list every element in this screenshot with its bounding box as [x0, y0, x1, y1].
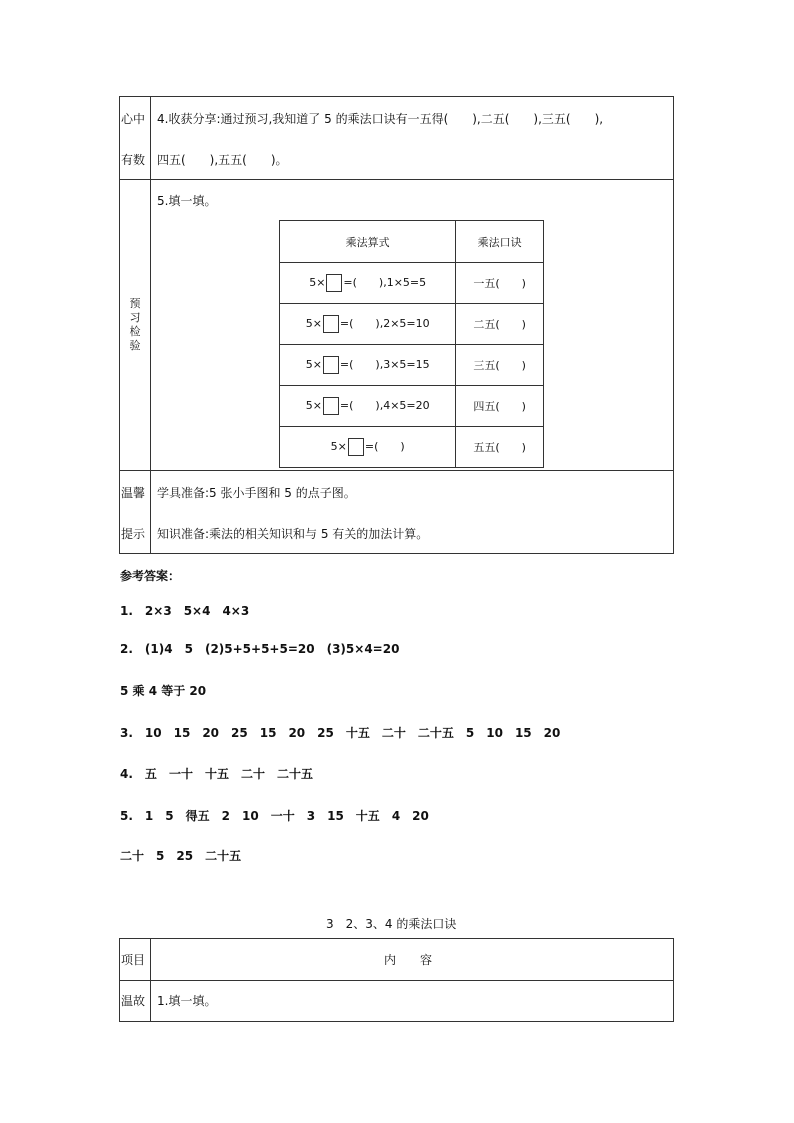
- table-row: 5× =( ),4×5=20 四五( ): [280, 386, 544, 427]
- header-expression: 乘法算式: [280, 221, 456, 263]
- section2-title: 3 2、3、4 的乘法口诀: [326, 917, 457, 931]
- answers-title: 参考答案：: [120, 569, 181, 583]
- blank-box[interactable]: [323, 397, 339, 415]
- row3-line1: 学具准备:5 张小手图和 5 的点子图。: [157, 486, 356, 500]
- row3-label-top: 温馨: [121, 486, 146, 500]
- row2-title: 5.填一填。: [157, 194, 217, 208]
- answer-line-6: 5. 1 5 得五 2 10 一十 3 15 十五 4 20: [120, 809, 429, 823]
- answer-line-4: 3. 10 15 20 25 15 20 25 十五 二十 二十五 5 10 15 20: [120, 726, 561, 740]
- answer-line-3: 5 乘 4 等于 20: [120, 684, 207, 698]
- table2-row-text: 1.填一填。: [157, 994, 217, 1008]
- header-rhyme: 乘法口诀: [456, 221, 544, 263]
- row1-line2: 四五( ),五五( )。: [157, 153, 288, 167]
- row1-label-top: 心中: [121, 112, 146, 126]
- blank-box[interactable]: [323, 315, 339, 333]
- table2-row-label: 温故: [121, 994, 146, 1008]
- table2-header-label: 项目: [121, 953, 146, 967]
- answer-line-7: 二十 5 25 二十五: [120, 849, 242, 863]
- blank-box[interactable]: [326, 274, 342, 292]
- table2-header-content: 内 容: [384, 953, 433, 967]
- row1-label-bottom: 有数: [121, 153, 146, 167]
- table-row: 5× =( ),2×5=10 二五( ): [280, 304, 544, 345]
- answer-line-5: 4. 五 一十 十五 二十 二十五: [120, 767, 313, 781]
- row2-label: 预 习 检 验: [129, 297, 141, 352]
- fill-in-table: [279, 220, 544, 468]
- answer-line-1: 1. 2×3 5×4 4×3: [120, 604, 250, 618]
- answer-line-2: 2. (1)4 5 (2)5+5+5+5=20 (3)5×4=20: [120, 642, 400, 656]
- blank-box[interactable]: [348, 438, 364, 456]
- row3-line2: 知识准备:乘法的相关知识和与 5 有关的加法计算。: [157, 527, 429, 541]
- table-row: 5× =( ) 五五( ): [280, 427, 544, 468]
- row3-label-bottom: 提示: [121, 527, 146, 541]
- row1-line1: 4.收获分享:通过预习,我知道了 5 的乘法口诀有一五得( ),二五( ),三五( ),: [157, 112, 604, 126]
- blank-box[interactable]: [323, 356, 339, 374]
- table-row: 5× =( ),1×5=5 一五( ): [280, 263, 544, 304]
- table-row: 5× =( ),3×5=15 三五( ): [280, 345, 544, 386]
